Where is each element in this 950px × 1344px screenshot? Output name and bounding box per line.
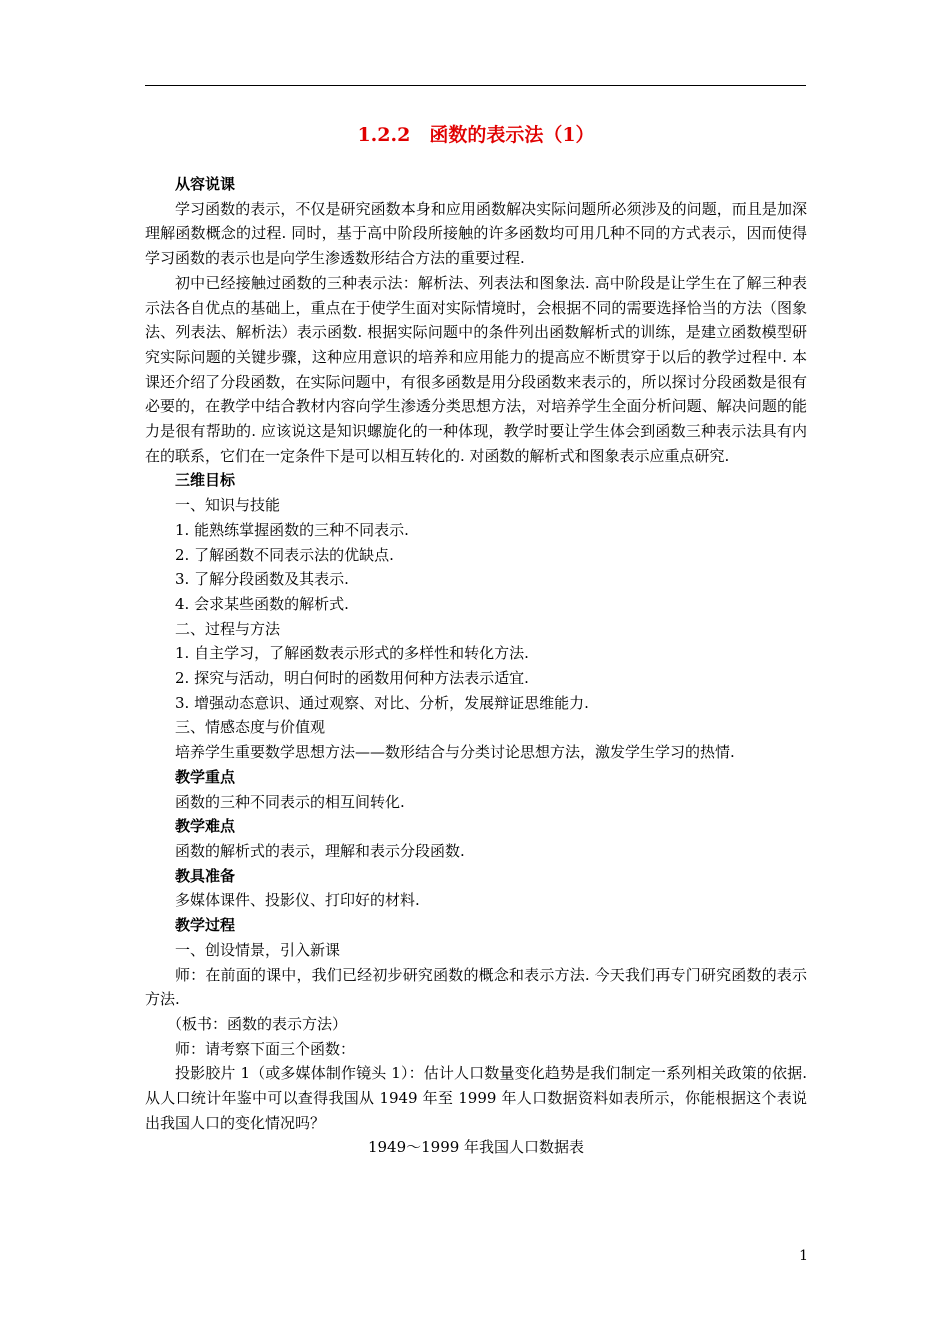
page-title: 1.2.2 函数的表示法（1）: [357, 124, 595, 146]
list-item: 2. 了解函数不同表示法的优缺点.: [175, 545, 394, 564]
list-item: 1. 能熟练掌握函数的三种不同表示.: [175, 520, 409, 539]
subheading: 一、知识与技能: [175, 496, 281, 515]
section-heading-shuoke: 从容说课: [175, 175, 236, 193]
paragraph: 投影胶片 1（或多媒体制作镜头 1）：估计人口数量变化趋势是我们制定一系列相关政策的依据. 从人口统计年鉴中可以查得我国从 1949 年至 1999 年人口数据资料如表所示，你能根据这个表说出我国人口的变化情况吗？: [145, 1064, 807, 1132]
subheading: 一、创设情景，引入新课: [175, 940, 341, 959]
section-heading-key-points: 教学重点: [175, 767, 236, 786]
list-item: 2. 探究与活动，明白何时的函数用何种方法表示适宜.: [175, 669, 529, 688]
section-heading-difficulties: 教学难点: [175, 817, 236, 836]
paragraph: 学习函数的表示，不仅是研究函数本身和应用函数解决实际问题所必须涉及的问题，而且是加深理解函数概念的过程. 同时，基于高中阶段所接触的许多函数均可用几种不同的方式表示，因而使得学习函数的表示也是向学生渗透数形结合方法的重要过程.: [145, 199, 807, 268]
page-number: 1: [799, 1248, 808, 1264]
list-item: 3. 了解分段函数及其表示.: [175, 570, 349, 589]
list-item: 4. 会求某些函数的解析式.: [175, 594, 349, 613]
subheading: 三、情感态度与价值观: [175, 718, 326, 737]
list-item: 3. 增强动态意识、通过观察、对比、分析，发展辩证思维能力.: [175, 693, 589, 712]
subheading: 二、过程与方法: [175, 619, 281, 638]
board-note: （板书：函数的表示方法）: [167, 1014, 348, 1033]
paragraph: 师：在前面的课中，我们已经初步研究函数的概念和表示方法. 今天我们再专门研究函数的表示方法.: [145, 965, 807, 1009]
paragraph: 函数的三种不同表示的相互间转化.: [175, 792, 405, 811]
list-item: 1. 自主学习，了解函数表示形式的多样性和转化方法.: [175, 644, 529, 663]
paragraph: 培养学生重要数学思想方法——数形结合与分类讨论思想方法，激发学生学习的热情.: [175, 743, 735, 762]
header-rule: [145, 85, 806, 86]
section-heading-process: 教学过程: [175, 916, 236, 935]
paragraph: 师：请考察下面三个函数：: [175, 1039, 356, 1058]
document-body: [145, 120, 807, 1160]
paragraph: 初中已经接触过函数的三种表示法：解析法、列表法和图象法. 高中阶段是让学生在了解三种表示法各自优点的基础上，重点在于使学生面对实际情境时，会根据不同的需要选择恰当的方法（图象法、列表法、解析法）表示函数. 根据实际问题中的条件列出函数解析式的训练，是建立函数模型研究实际问题的关键步骤，这种应用意识的培养和应用能力的提高应不断贯穿于以后的教学过程中. 本课还介绍了分段函数，在实际问题中，有很多函数是用分段函数来表示的，所以探讨分段函数是很有必要的，在教学中结合教材内容向学生渗透分类思想方法，对培养学生全面分析问题、解决问题的能力是很有帮助的. 应该说这是知识螺旋化的一种体现，教学时要让学生体会到函数三种表示法具有内在的联系，它们在一定条件下是可以相互转化的. 对函数的解析式和图象表示应重点研究.: [145, 273, 807, 465]
section-heading-goals: 三维目标: [175, 471, 236, 490]
table-caption: 1949～1999 年我国人口数据表: [367, 1138, 585, 1157]
section-heading-tools: 教具准备: [175, 866, 236, 885]
paragraph: 多媒体课件、投影仪、打印好的材料.: [175, 891, 420, 910]
paragraph: 函数的解析式的表示，理解和表示分段函数.: [175, 841, 465, 860]
